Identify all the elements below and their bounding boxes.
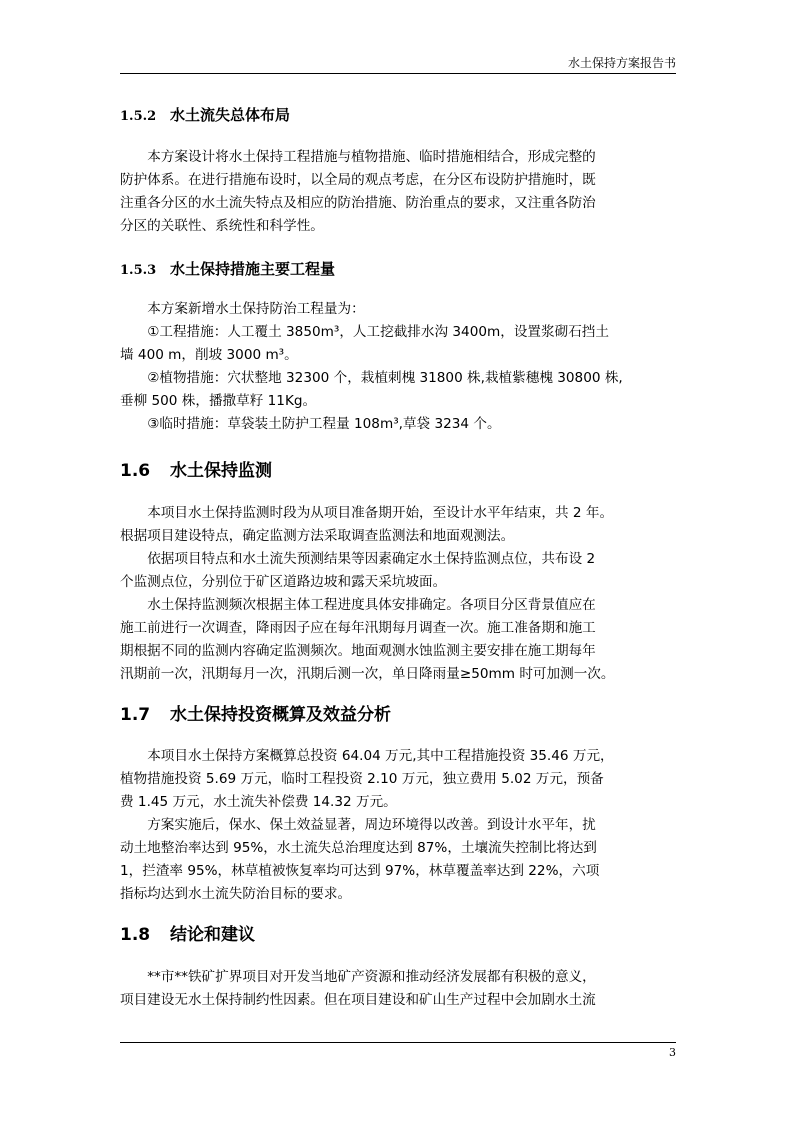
heading-title: 结论和建议 [170,925,255,945]
text-line: ①工程措施：人工覆土 3850m³，人工挖截排水沟 3400m，设置浆砌石挡土 [147,324,609,340]
text-line: 费 1.45 万元，水土流失补偿费 14.32 万元。 [120,794,397,810]
text-line: 垂柳 500 株，播撒草籽 11Kg。 [120,393,317,409]
text-line: 植物措施投资 5.69 万元，临时工程投资 2.10 万元，独立费用 5.02 万元，预备 [120,771,604,787]
text-line: 项目建设无水土保持制约性因素。但在项目建设和矿山生产过程中会加剧水土流 [120,992,596,1008]
heading-number: 1.6 [120,461,151,481]
text-line: 根据项目建设特点，确定监测方法采取调查监测法和地面观测法。 [120,528,515,544]
text-line: 动土地整治率达到 95%，水土流失总治理度达到 87%，土壤流失控制比将达到 [120,840,597,856]
text-line: 分区的关联性、系统性和科学性。 [120,218,324,234]
text-line: 1，拦渣率 95%，林草植被恢复率均可达到 97%，林草覆盖率达到 22%，六项 [120,863,600,879]
page-number: 3 [669,1046,676,1059]
paragraph-1-5-2 [120,146,676,238]
text-line: 依据项目特点和水土流失预测结果等因素确定水土保持监测点位，共布设 2 [147,551,596,567]
text-line: 施工前进行一次调查，降雨因子应在每年汛期每月调查一次。施工准备期和施工 [120,620,596,636]
text-line: ②植物措施：穴状整地 32300 个，栽植刺槐 31800 株,栽植紫穗槐 30800 株, [147,370,623,386]
paragraph-1-7 [120,745,676,906]
heading-number: 1.8 [120,925,151,945]
text-line: 指标均达到水土流失防治目标的要求。 [120,886,352,902]
text-line: 本项目水土保持方案概算总投资 64.04 万元,其中工程措施投资 35.46 万元， [147,748,614,764]
text-line: 本项目水土保持监测时段为从项目准备期开始，至设计水平年结束，共 2 年。 [147,505,614,521]
heading-1-6 [120,456,272,481]
footer-rule [120,1042,676,1043]
heading-title: 水土保持监测 [170,461,272,481]
paragraph-1-6 [120,502,676,686]
heading-title: 水土流失总体布局 [170,106,291,124]
heading-1-7 [120,700,391,725]
text-line: 本方案设计将水土保持工程措施与植物措施、临时措施相结合，形成完整的 [147,149,596,165]
heading-number: 1.5.3 [120,263,157,278]
heading-1-5-3 [120,258,335,279]
text-line: ③临时措施：草袋装土防护工程量 108m³,草袋 3234 个。 [147,416,501,432]
text-line: 水土保持监测频次根据主体工程进度具体安排确定。各项目分区背景值应在 [147,597,596,613]
heading-title: 水土保持措施主要工程量 [170,260,336,278]
paragraph-1-5-3 [120,298,676,436]
text-line: 汛期前一次，汛期每月一次，汛期后测一次，单日降雨量≥50mm 时可加测一次。 [120,666,615,682]
text-line: 墙 400 m，削坡 3000 m³。 [120,347,298,363]
heading-title: 水土保持投资概算及效益分析 [170,705,391,725]
heading-number: 1.5.2 [120,109,157,124]
heading-1-5-2 [120,104,290,125]
text-line: 本方案新增水土保持防治工程量为： [147,301,365,317]
header-rule [120,73,676,74]
text-line: 注重各分区的水土流失特点及相应的防治措施、防治重点的要求，又注重各防治 [120,195,596,211]
running-header: 水土保持方案报告书 [567,56,676,70]
text-line: 防护体系。在进行措施布设时，以全局的观点考虑，在分区布设防护措施时，既 [120,172,596,188]
heading-number: 1.7 [120,705,151,725]
text-line: **市**铁矿扩界项目对开发当地矿产资源和推动经济发展都有积极的意义， [147,969,596,985]
text-line: 期根据不同的监测内容确定监测频次。地面观测水蚀监测主要安排在施工期每年 [120,643,596,659]
text-line: 方案实施后，保水、保土效益显著，周边环境得以改善。到设计水平年，扰 [147,817,596,833]
text-line: 个监测点位，分别位于矿区道路边坡和露天采坑坡面。 [120,574,447,590]
heading-1-8 [120,920,255,945]
paragraph-1-8 [120,966,676,1012]
